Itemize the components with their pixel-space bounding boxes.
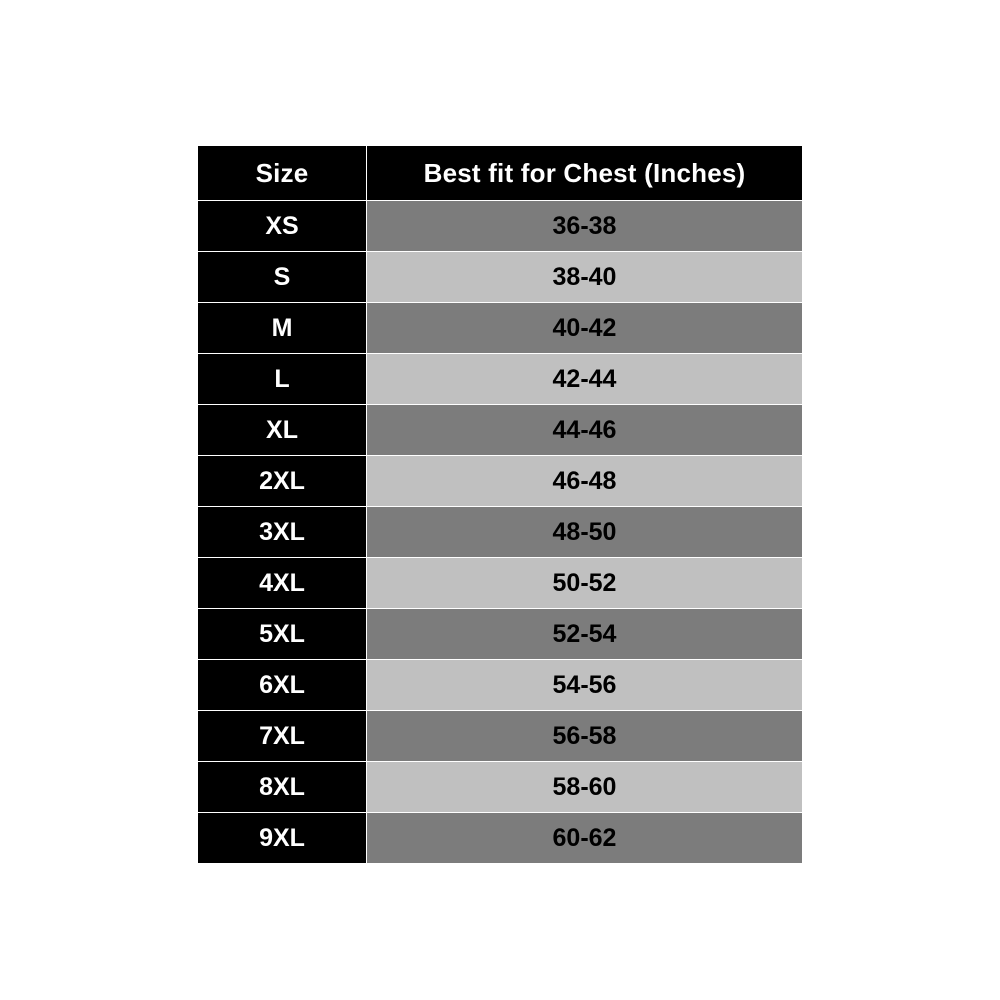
- table-row: [198, 558, 802, 608]
- size-cell: XL: [198, 405, 366, 455]
- size-chart-table: [197, 145, 803, 864]
- chest-cell: 40-42: [367, 303, 802, 353]
- size-cell: S: [198, 252, 366, 302]
- chest-cell: 60-62: [367, 813, 802, 863]
- table-row: [198, 354, 802, 404]
- table-row: [198, 201, 802, 251]
- table-row: [198, 507, 802, 557]
- chest-cell: 44-46: [367, 405, 802, 455]
- column-header-chest: Best fit for Chest (Inches): [367, 146, 802, 200]
- table-row: [198, 660, 802, 710]
- chest-cell: 54-56: [367, 660, 802, 710]
- table-header: [198, 146, 802, 200]
- size-cell: L: [198, 354, 366, 404]
- chest-cell: 52-54: [367, 609, 802, 659]
- size-chart-container: [195, 143, 805, 866]
- size-cell: 3XL: [198, 507, 366, 557]
- size-cell: 6XL: [198, 660, 366, 710]
- size-cell: 8XL: [198, 762, 366, 812]
- table-row: [198, 762, 802, 812]
- chest-cell: 50-52: [367, 558, 802, 608]
- table-row: [198, 813, 802, 863]
- chest-cell: 48-50: [367, 507, 802, 557]
- size-cell: M: [198, 303, 366, 353]
- size-cell: XS: [198, 201, 366, 251]
- table-header-row: [198, 146, 802, 200]
- chest-cell: 36-38: [367, 201, 802, 251]
- size-cell: 2XL: [198, 456, 366, 506]
- size-cell: 5XL: [198, 609, 366, 659]
- chest-cell: 42-44: [367, 354, 802, 404]
- table-row: [198, 303, 802, 353]
- table-row: [198, 609, 802, 659]
- table-row: [198, 711, 802, 761]
- table-row: [198, 252, 802, 302]
- chest-cell: 46-48: [367, 456, 802, 506]
- chest-cell: 38-40: [367, 252, 802, 302]
- column-header-size: Size: [198, 146, 366, 200]
- table-body: [198, 201, 802, 863]
- size-cell: 4XL: [198, 558, 366, 608]
- table-row: [198, 405, 802, 455]
- size-cell: 7XL: [198, 711, 366, 761]
- chest-cell: 58-60: [367, 762, 802, 812]
- table-row: [198, 456, 802, 506]
- size-cell: 9XL: [198, 813, 366, 863]
- chest-cell: 56-58: [367, 711, 802, 761]
